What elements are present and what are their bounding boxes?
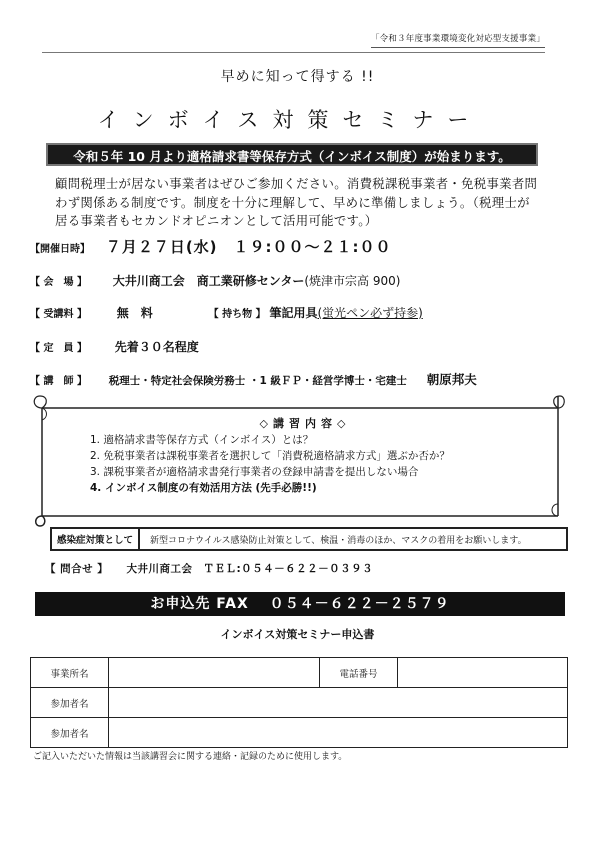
contact-text: 大井川商工会 ＴＥＬ:０５４－６２２－０３９３ (126, 563, 374, 575)
lecturer-label: 【 講 師 】 (30, 376, 87, 387)
page-title: インボイス対策セミナー (97, 108, 483, 132)
fee-label: 【 受講料 】 (30, 309, 87, 320)
capacity-label: 【 定 員 】 (30, 343, 87, 354)
course-heading: ◇講習内容◇ (259, 417, 351, 430)
privacy-note: ご記入いただいた情報は当該講習会に関する連絡・記録のために使用します。 (33, 752, 348, 762)
infection-text: 新型コロナウイルス感染防止対策として、検温・消毒のほか、マスクの着用をお願いします。 (150, 535, 527, 546)
bring-note: (蛍光ペン必ず持参) (317, 306, 423, 320)
subtitle: 早めに知って得する !! (220, 69, 375, 85)
infection-tag: 感染症対策として (52, 529, 140, 549)
participant-label: 参加者名 (31, 718, 109, 748)
fax-banner: お申込先 FAX ０５４－６２２－２５７９ (35, 592, 565, 616)
top-divider (42, 52, 545, 53)
form-title: インボイス対策セミナー申込書 (220, 628, 375, 641)
venue-address: (焼津市宗高 900) (304, 274, 401, 288)
venue-value: 大井川商工会 商工業研修センター (112, 274, 305, 288)
course-item: 2. 免税事業者は課税事業者を選択して「消費税適格請求方式」選ぶか否か？ (90, 450, 450, 462)
fee-value: 無 料 (116, 306, 153, 320)
program-note: 「令和３年度事業環境変化対応型支援事業」 (371, 32, 545, 48)
participant-label: 参加者名 (31, 688, 109, 718)
venue-row (30, 272, 400, 289)
course-content (90, 416, 520, 496)
contact-row (45, 561, 373, 576)
application-form (30, 657, 568, 748)
announcement-banner: 令和５年 10 月より適格請求書等保存方式（インボイス制度）が始まります。 (46, 143, 538, 166)
contact-label: 【 問合せ 】 (45, 563, 109, 575)
course-item: 4. インボイス制度の有効活用方法 (先手必勝!!) (90, 482, 317, 494)
bring-label: 【 持ち物 】 (208, 309, 266, 320)
course-item: 1. 適格請求書等保存方式（インボイス）とは？ (90, 434, 314, 446)
date-label: 【開催日時】 (30, 244, 90, 255)
date-value: ７月２７日(水) １９:００～２１:００ (105, 238, 392, 256)
bring-value: 筆記用具 (269, 306, 318, 320)
capacity-value: 先着３０名程度 (114, 340, 199, 354)
intro-text: 顧問税理士が居ない事業者はぜひご参加ください。消費税課税事業者・免税事業者問わず関係ある制度です。制度を十分に理解して、早めに準備しましょう。（税理士が居る事業者もセカンドオピニオンとして活用可能です。） (55, 176, 538, 228)
fee-row (30, 304, 423, 321)
lecturer-row (30, 370, 477, 388)
course-item: 3. 課税事業者が適格請求書発行事業者の登録申請書を提出しない場合 (90, 466, 419, 478)
lecturer-name: 朝原邦夫 (426, 372, 477, 387)
business-name-field[interactable] (109, 658, 320, 688)
lecturer-title: 税理士・特定社会保険労務士 ・1 級ＦＰ・経営学博士・宅建士 (108, 375, 407, 387)
participant-field[interactable] (109, 718, 568, 748)
infection-notice (50, 527, 568, 551)
venue-label: 【 会 場 】 (30, 277, 87, 288)
date-row (30, 236, 392, 257)
phone-field[interactable] (398, 658, 568, 688)
capacity-row (30, 338, 199, 355)
phone-label: 電話番号 (320, 658, 398, 688)
participant-field[interactable] (109, 688, 568, 718)
business-name-label: 事業所名 (31, 658, 109, 688)
